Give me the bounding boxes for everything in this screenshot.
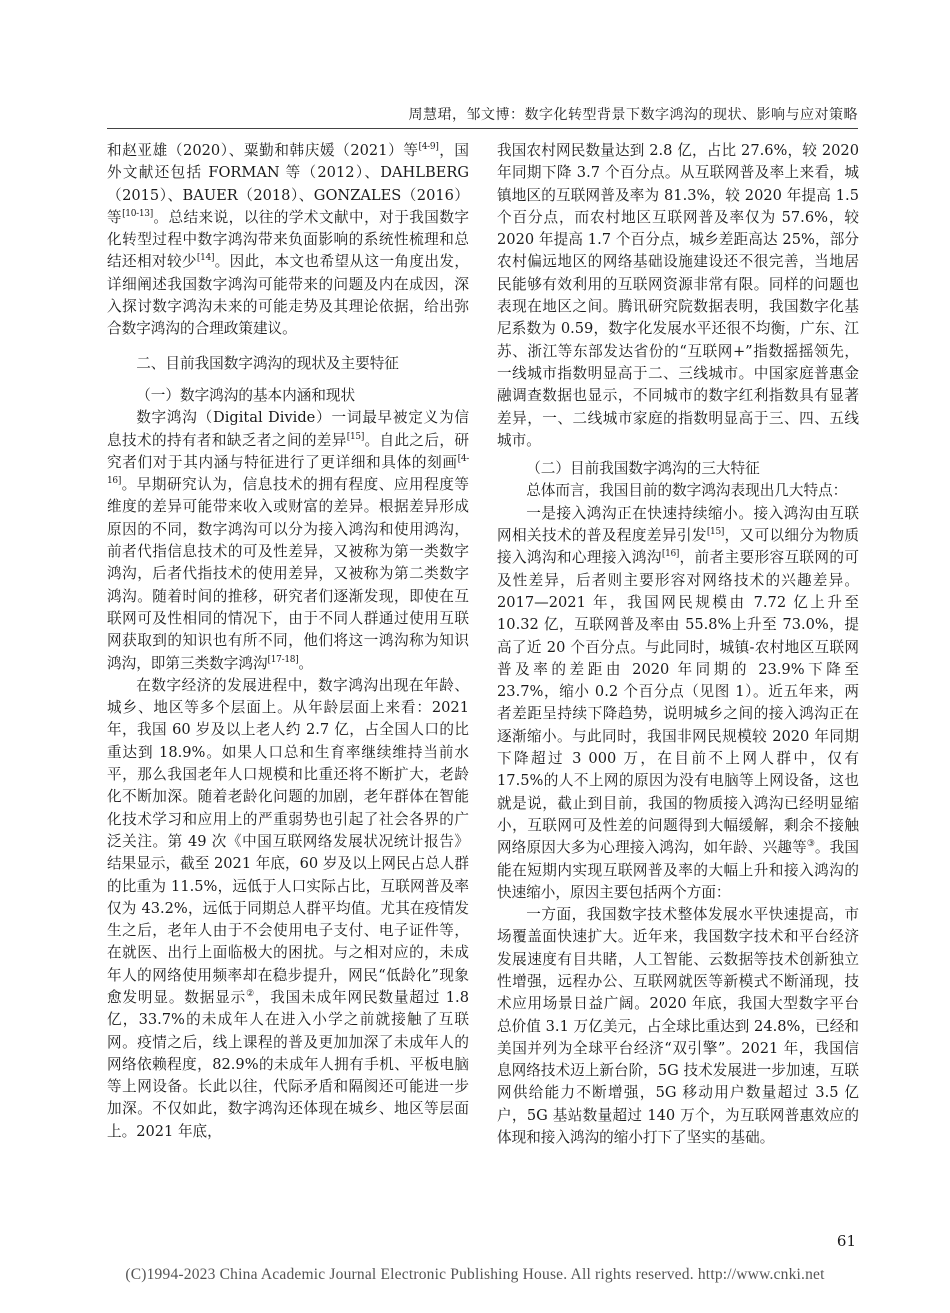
footnote-marker: ③ (806, 839, 815, 850)
subsection-heading: （一）数字鸿沟的基本内涵和现状 (136, 386, 356, 404)
subsection-heading: （二）目前我国数字鸿沟的三大特征 (526, 460, 760, 478)
header-rule (107, 128, 858, 129)
left-column (107, 140, 469, 1143)
citation: [15] (706, 527, 725, 538)
right-column (497, 140, 859, 1149)
citation: [4-16] (107, 454, 469, 487)
footnote-marker: ② (246, 989, 255, 1000)
citation: [14] (196, 253, 215, 264)
citation: [4-9] (418, 142, 439, 153)
citation: [10-13] (122, 209, 153, 220)
citation: [16] (661, 549, 680, 560)
citation: [17-18] (267, 654, 299, 665)
citation: [15] (346, 431, 365, 442)
paragraph: 数字鸿沟（Digital Divide）一词最早被定义为信息技术的持有者和缺乏者之间的差异[15]。自此之后，研究者们对于其内涵与特征进行了更详细和具体的刻画[4-16]。早期研究认为，信息技术的拥有程度、应用程度等维度的差异可能带来收入或财富的差异。根据差异形成原因的不同，数字鸿沟可以分为接入鸿沟和使用鸿沟，前者代指信息技术的可及性差异，又被称为第一类数字鸿沟，后者代指技术的使用差异，又被称为第二类数字鸿沟。随着时间的推移，研究者们逐渐发现，即使在互联网可及性相同的情况下，由于不同人群通过使用互联网获取到的知识也有所不同，他们将这一鸿沟称为知识鸿沟，即第三类数字鸿沟[17-18]。 (107, 409, 469, 672)
paragraph: 在数字经济的发展进程中，数字鸿沟出现在年龄、城乡、地区等多个层面上。从年龄层面上来看：2021 年，我国 60 岁及以上老人约 2.7 亿，占全国人口的比重达到 18.9%。如果人口总和生育率继续维持当前水平，那么我国老年人口规模和比重还将不断扩大，老龄化不断加深。随着老龄化问题的加剧，老年群体在智能化技术学习和应用上的严重弱势也引起了社会各界的广泛关注。第 49 次《中国互联网络发展状况统计报告》结果显示，截至 2021 年底，60 岁及以上网民占总人群的比重为 11.5%，远低于人口实际占比，互联网普及率仅为 43.2%，远低于同期总人群平均值。尤其在疫情发生之后，老年人由于不会使用电子支付、电子证件等，在就医、出行上面临极大的困扰。与之相对应的，未成年人的网络使用频率却在稳步提升，网民“低龄化”现象愈发明显。数据显示②，我国未成年网民数量超过 1.8 亿，33.7%的未成年人在进入小学之前就接触了互联网。疫情之后，线上课程的普及更加加深了未成年人的网络依赖程度，82.9%的未成年人拥有手机、平板电脑等上网设备。长此以往，代际矛盾和隔阂还可能进一步加深。不仅如此，数字鸿沟还体现在城乡、地区等层面上。2021 年底， (107, 676, 469, 1140)
paragraph: 一方面，我国数字技术整体发展水平快速提高，市场覆盖面快速扩大。近年来，我国数字技术和平台经济发展速度有目共睹，人工智能、云数据等技术创新独立性增强，远程办公、互联网就医等新模式不断涌现，技术应用场景日益广阔。2020 年底，我国大型数字平台总价值 3.1 万亿美元，占全球比重达到 24.8%，已经和美国并列为全球平台经济“双引擎”。2021 年，我国信息网络技术迈上新台阶，5G 技术发展进一步加速，互联网供给能力不断增强，5G 移动用户数量超过 3.5 亿户，5G 基站数量超过 140 万个，为互联网普惠效应的体现和接入鸿沟的缩小打下了坚实的基础。 (497, 906, 859, 1147)
page-number: 61 (836, 1232, 856, 1250)
copyright-notice: (C)1994-2023 China Academic Journal Electronic Publishing House. All rights reserved. http://www.cnki.net (125, 1266, 825, 1283)
paragraph: 我国农村网民数量达到 2.8 亿，占比 27.6%，较 2020 年同期下降 3.7 个百分点。从互联网普及率上来看，城镇地区的互联网普及率为 81.3%，较 2020 年提高 1.5 个百分点，而农村地区互联网普及率仅为 57.6%，较 2020 年提高 1.7 个百分点，城乡差距高达 25%，部分农村偏远地区的网络基础设施建设还不很完善，当地居民能够有效利用的互联网资源非常有限。同样的问题也表现在地区之间。腾讯研究院数据表明，我国数字化基尼系数为 0.59，数字化发展水平还很不均衡，广东、江苏、浙江等东部发达省份的“互联网+”指数摇摇领先，一线城市指数明显高于二、三线城市。中国家庭普惠金融调查数据也显示，不同城市的数字红利指数具有显著差异，一、二线城市家庭的指数明显高于三、四、五线城市。 (497, 142, 859, 449)
paragraph: 和赵亚雄（2020）、粟勤和韩庆媛（2021）等[4-9]，国外文献还包括 FORMAN 等（2012）、DAHLBERG（2015）、BAUER（2018）、GONZALES（2016）等[10-13]。总结来说，以往的学术文献中，对于我国数字化转型过程中数字鸿沟带来负面影响的系统性梳理和总结还相对较少[14]。因此，本文也希望从这一角度出发，详细阐述我国数字鸿沟可能带来的问题及内在成因，深入探讨数字鸿沟未来的可能走势及其理论依据，给出弥合数字鸿沟的合理政策建议。 (107, 142, 469, 338)
paragraph: 总体而言，我国目前的数字鸿沟表现出几大特点： (526, 482, 848, 500)
paragraph: 一是接入鸿沟正在快速持续缩小。接入鸿沟由互联网相关技术的普及程度差异引发[15]，又可以细分为物质接入鸿沟和心理接入鸿沟[16]，前者主要形容互联网的可及性差异，后者则主要形容对网络技术的兴趣差异。2017—2021 年，我国网民规模由 7.72 亿上升至 10.32 亿，互联网普及率由 55.8%上升至 73.0%，提高了近 20 个百分点。与此同时，城镇-农村地区互联网普及率的差距由 2020 年同期的 23.9%下降至 23.7%，缩小 0.2 个百分点（见图 1）。近五年来，两者差距呈持续下降趋势，说明城乡之间的接入鸿沟正在逐渐缩小。与此同时，我国非网民规模较 2020 年同期下降超过 3 000 万，在目前不上网人群中，仅有 17.5%的人不上网的原因为没有电脑等上网设备，这也就是说，截止到目前，我国的物质接入鸿沟已经明显缩小，互联网可及性差的问题得到大幅缓解，剩余不接触网络原因大多为心理接入鸿沟，如年龄、兴趣等③。我国能在短期内实现互联网普及率的大幅上升和接入鸿沟的快速缩小，原因主要包括两个方面： (497, 504, 859, 901)
section-heading: 二、目前我国数字鸿沟的现状及主要特征 (136, 354, 399, 372)
running-header: 周慧珺，邹文博：数字化转型背景下数字鸿沟的现状、影响与应对策略 (408, 107, 858, 123)
